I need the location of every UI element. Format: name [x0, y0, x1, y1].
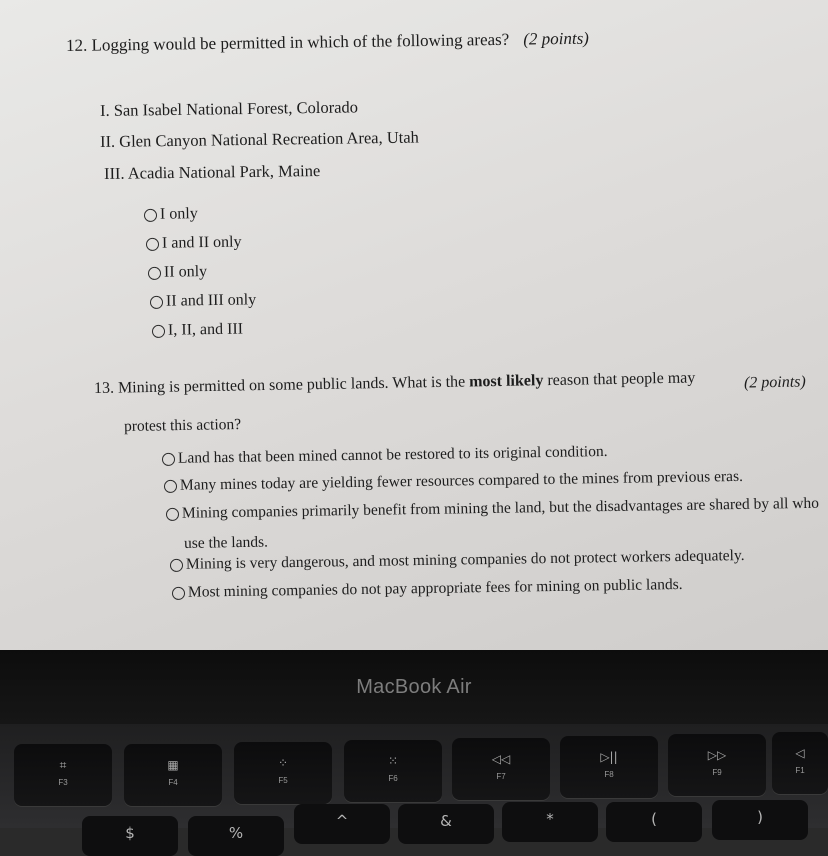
q12-item-3: III. Acadia National Park, Maine	[103, 160, 321, 183]
q13-option-5-label: Most mining companies do not pay appropriate fees for mining on public lands.	[187, 575, 683, 601]
radio-icon[interactable]	[164, 479, 177, 492]
key-glyph: ^	[335, 812, 349, 830]
q12-option-4[interactable]	[150, 291, 256, 311]
key-label: F5	[278, 776, 288, 785]
key-label: F9	[712, 768, 722, 777]
key-glyph: $	[125, 824, 135, 842]
q13-option-4-label: Mining is very dangerous, and most mining companies do not protect workers adequately.	[185, 546, 745, 573]
question-13-post: reason that people may	[543, 369, 696, 390]
q12-option-4-label: II and III only	[165, 291, 257, 310]
key-percent[interactable]	[188, 816, 284, 856]
mission-control-icon: ⌗	[59, 758, 67, 772]
key-label: F4	[168, 778, 178, 787]
q13-option-2-label: Many mines today are yielding fewer resources compared to the mines from previous eras.	[179, 467, 744, 494]
keyboard-light-down-icon: ⁘	[277, 756, 289, 770]
key-f3[interactable]	[14, 744, 112, 806]
keyboard-light-up-icon: ⁙	[387, 754, 399, 768]
question-13	[94, 370, 696, 398]
q13-option-2[interactable]	[164, 468, 743, 495]
play-pause-icon: ▷||	[600, 750, 618, 764]
q13-option-1[interactable]	[162, 443, 608, 468]
question-12-text: 12. Logging would be permitted in which of the following areas?	[65, 29, 510, 55]
key-dollar[interactable]	[82, 816, 178, 856]
q13-option-3[interactable]	[166, 495, 819, 523]
mute-icon: ◁	[795, 746, 805, 760]
q12-option-3[interactable]	[148, 263, 207, 282]
radio-icon[interactable]	[162, 452, 175, 465]
key-glyph: &	[440, 812, 452, 830]
q12-option-2[interactable]	[146, 234, 242, 253]
radio-icon[interactable]	[170, 558, 183, 571]
key-ampersand[interactable]	[398, 804, 494, 844]
q13-option-3-label: Mining companies primarily benefit from mining the land, but the disadvantages are shared by all who	[181, 494, 820, 522]
radio-icon[interactable]	[166, 507, 179, 520]
key-label: F3	[58, 778, 68, 787]
q12-option-3-label: II only	[163, 263, 208, 281]
key-f7[interactable]	[452, 738, 550, 800]
key-glyph: )	[757, 808, 763, 826]
key-f6[interactable]	[344, 740, 442, 802]
radio-icon[interactable]	[144, 208, 157, 221]
key-glyph: *	[546, 810, 554, 828]
key-glyph: (	[651, 810, 657, 828]
q12-option-2-label: I and II only	[161, 233, 242, 252]
q13-option-3-continuation: use the lands.	[183, 533, 269, 552]
key-f4[interactable]	[124, 744, 222, 806]
question-12	[66, 29, 589, 56]
radio-icon[interactable]	[152, 324, 165, 337]
question-12-points: (2 points)	[523, 28, 590, 49]
key-f8[interactable]	[560, 736, 658, 798]
key-label: F8	[604, 770, 614, 779]
radio-icon[interactable]	[148, 266, 161, 279]
laptop-brand-label: MacBook Air	[356, 676, 472, 698]
q12-option-1-label: I only	[159, 205, 198, 223]
key-glyph: %	[228, 824, 244, 842]
question-13-bold: most likely	[469, 372, 544, 391]
laptop-bezel	[0, 650, 828, 724]
question-13-line2: protest this action?	[123, 415, 242, 435]
key-caret[interactable]	[294, 804, 390, 844]
key-label: F7	[496, 772, 506, 781]
q12-option-5[interactable]	[152, 321, 243, 340]
q12-option-5-label: I, II, and III	[167, 320, 244, 339]
question-13-pre: 13. Mining is permitted on some public lands. What is the	[93, 373, 470, 397]
key-paren-open[interactable]	[606, 802, 702, 842]
key-label: F6	[388, 774, 398, 783]
key-f9[interactable]	[668, 734, 766, 796]
q12-item-1: I. San Isabel National Forest, Colorado	[99, 97, 359, 120]
fast-forward-icon: ▷▷	[707, 748, 727, 762]
radio-icon[interactable]	[150, 295, 163, 308]
radio-icon[interactable]	[146, 237, 159, 250]
q13-option-1-label: Land has that been mined cannot be restored to its original condition.	[177, 443, 608, 467]
q12-item-2: II. Glen Canyon National Recreation Area, Utah	[99, 127, 419, 151]
keyboard	[0, 724, 828, 842]
key-f10[interactable]	[772, 732, 828, 794]
question-13-points: (2 points)	[743, 373, 806, 392]
key-label: F1	[795, 766, 805, 775]
key-asterisk[interactable]	[502, 802, 598, 842]
key-paren-close[interactable]	[712, 800, 808, 840]
launchpad-icon: ▦	[167, 758, 179, 772]
q13-option-5[interactable]	[172, 576, 683, 602]
radio-icon[interactable]	[172, 586, 185, 599]
rewind-icon: ◁◁	[491, 752, 511, 766]
key-f5[interactable]	[234, 742, 332, 804]
q12-option-1[interactable]	[144, 205, 198, 224]
